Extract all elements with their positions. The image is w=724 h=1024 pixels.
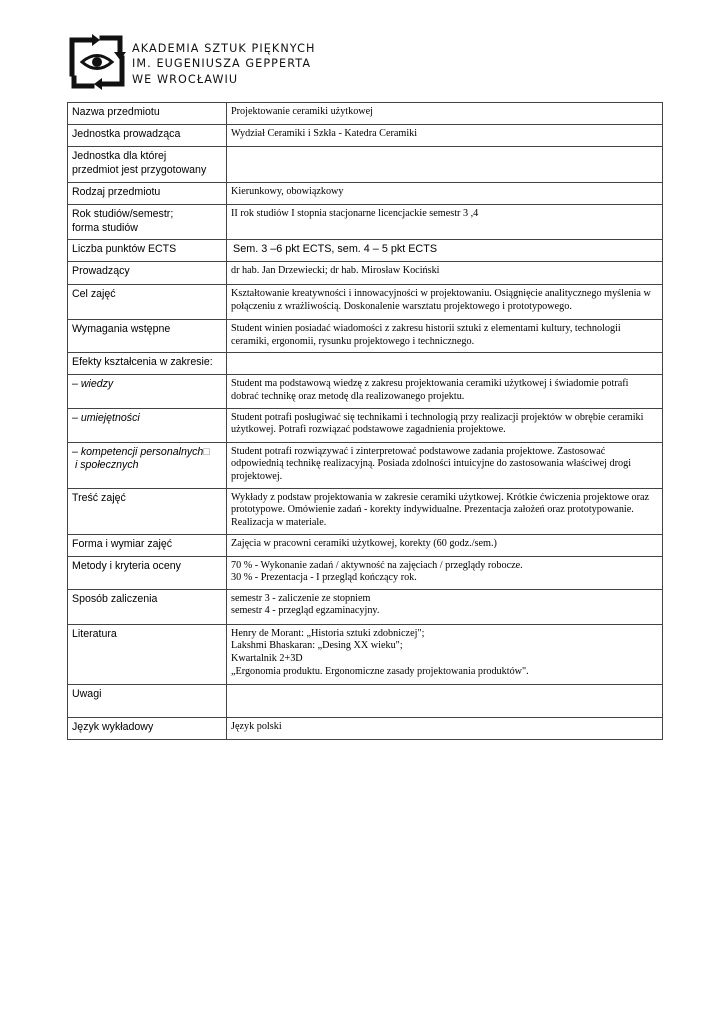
skills-value: Student potrafi posługiwać się technikami i technologią przy realizacji projektów w obrębie ceramiki użytkowej. Potrafi rozwiązać podstawowe zagadnienia projektowe. (227, 408, 663, 442)
label-line (72, 446, 222, 460)
table-row (68, 442, 663, 488)
label-line: Rok studiów/semestr; (72, 208, 174, 220)
table-row (68, 556, 663, 589)
course-goal-value: Kształtowanie kreatywności i innowacyjności w projektowaniu. Osiągnięcie analitycznego myślenia w połączeniu z wrażliwością. Doskonalenie warsztatu projektowego i prototypowego. (227, 285, 663, 320)
course-form-value: Zajęcia w pracowni ceramiki użytkowej, korekty (60 godz./sem.) (227, 534, 663, 556)
institution-name (132, 41, 316, 87)
label-line: Jednostka dla której (72, 150, 167, 162)
assessment-value (227, 556, 663, 589)
document-header (68, 34, 468, 90)
table-row (68, 353, 663, 375)
row-label (68, 147, 227, 183)
knowledge-value: Student ma podstawową wiedzę z zakresu projektowania ceramiki użytkowej i świadomie potrafi dobrać technikę oraz metodę dla realizowanego projektu. (227, 375, 663, 408)
ects-value: Sem. 3 –6 pkt ECTS, sem. 4 – 5 pkt ECTS (227, 240, 663, 262)
table-row (68, 408, 663, 442)
row-label (68, 442, 227, 488)
competencies-value: Student potrafi rozwiązywać i zinterpretować podstawowe zadania projektowe. Zastosować odpowiednią technikę realizacyjną. Posiada zdolności intuicyjne do zastosowania właściwej drogi projektowej. (227, 442, 663, 488)
row-label: Metody i kryteria oceny (68, 556, 227, 589)
course-name-value: Projektowanie ceramiki użytkowej (227, 103, 663, 125)
table-row (68, 375, 663, 408)
table-row (68, 624, 663, 684)
row-label: Literatura (68, 624, 227, 684)
prerequisites-value: Student winien posiadać wiadomości z zakresu historii sztuki z elementami kultury, technologii ceramiki, ergonomii, rysunku projektowego i technicznego. (227, 320, 663, 353)
value-line: „Ergonomia produktu. Ergonomiczne zasady projektowania produktów". (231, 665, 529, 677)
table-row (68, 183, 663, 205)
table-row (68, 285, 663, 320)
institution-line-3: WE WROCŁAWIU (132, 72, 239, 86)
course-content-value: Wykłady z podstaw projektowania w zakresie ceramiki użytkowej. Krótkie ćwiczenia projektowe oraz prototypowe. Omówienie zadań - korekty indywidualne. Prezentacja założeń oraz prototypowanie. Realizacja w materiale. (227, 488, 663, 534)
row-label: Cel zajęć (68, 285, 227, 320)
table-row (68, 488, 663, 534)
label-prefix: – (72, 445, 81, 458)
value-line: semestr 4 - przegląd egzaminacyjny. (231, 605, 380, 617)
learning-outcomes-value (227, 353, 663, 375)
row-label: Prowadzący (68, 262, 227, 285)
course-type-value: Kierunkowy, obowiązkowy (227, 183, 663, 205)
row-label: Liczba punktów ECTS (68, 240, 227, 262)
table-row (68, 717, 663, 739)
label-text: umiejętności (80, 411, 140, 424)
missing-glyph-icon: □ (203, 445, 210, 458)
table-row (68, 589, 663, 624)
table-row (68, 205, 663, 240)
row-label: Treść zajęć (68, 488, 227, 534)
target-unit-value (227, 147, 663, 183)
course-table (67, 102, 663, 740)
label-text: wiedzy (80, 378, 114, 391)
row-label: Rodzaj przedmiotu (68, 183, 227, 205)
label-text: kompetencji personalnych (80, 445, 204, 458)
unit-value: Wydział Ceramiki i Szkła - Katedra Ceramiki (227, 125, 663, 147)
table-row (68, 125, 663, 147)
table-row (68, 147, 663, 183)
language-value: Język polski (227, 717, 663, 739)
table-row (68, 262, 663, 285)
row-label: Nazwa przedmiotu (68, 103, 227, 125)
row-label: Język wykładowy (68, 717, 227, 739)
value-line: semestr 3 - zaliczenie ze stopniem (231, 592, 371, 604)
label-prefix: – (72, 378, 81, 391)
literature-value (227, 624, 663, 684)
institution-line-1: AKADEMIA SZTUK PIĘKNYCH (132, 42, 316, 55)
institution-line-2: IM. EUGENIUSZA GEPPERTA (132, 57, 312, 71)
value-line: Kwartalnik 2+3D (231, 652, 303, 664)
row-label: Wymagania wstępne (68, 320, 227, 353)
table-row (68, 684, 663, 717)
row-label (68, 375, 227, 408)
row-label: Sposób zaliczenia (68, 589, 227, 624)
instructors-value: dr hab. Jan Drzewiecki; dr hab. Mirosław Kociński (227, 262, 663, 285)
value-line: Henry de Morant: „Historia sztuki zdobniczej"; (231, 627, 425, 639)
table-row (68, 240, 663, 262)
value-line: 70 % - Wykonanie zadań / aktywność na zajęciach / przeglądy robocze. (231, 559, 523, 571)
row-label: Uwagi (68, 684, 227, 717)
table-row (68, 534, 663, 556)
label-line: i społecznych (72, 459, 139, 472)
study-year-value: II rok studiów I stopnia stacjonarne licencjackie semestr 3 ,4 (227, 205, 663, 240)
row-label (68, 408, 227, 442)
academy-logo (68, 34, 126, 90)
label-line: forma studiów (72, 221, 138, 234)
credit-method-value (227, 589, 663, 624)
row-label (68, 205, 227, 240)
label-line: przedmiot jest przygotowany (72, 163, 207, 176)
remarks-value (227, 684, 663, 717)
table-row (68, 103, 663, 125)
row-label: Efekty kształcenia w zakresie: (68, 353, 227, 375)
label-prefix: – (72, 411, 81, 424)
row-label: Forma i wymiar zajęć (68, 534, 227, 556)
row-label: Jednostka prowadząca (68, 125, 227, 147)
value-line: Lakshmi Bhaskaran: „Desing XX wieku"; (231, 640, 403, 652)
value-line: 30 % - Prezentacja - I przegląd kończący rok. (231, 572, 417, 584)
table-row (68, 320, 663, 353)
